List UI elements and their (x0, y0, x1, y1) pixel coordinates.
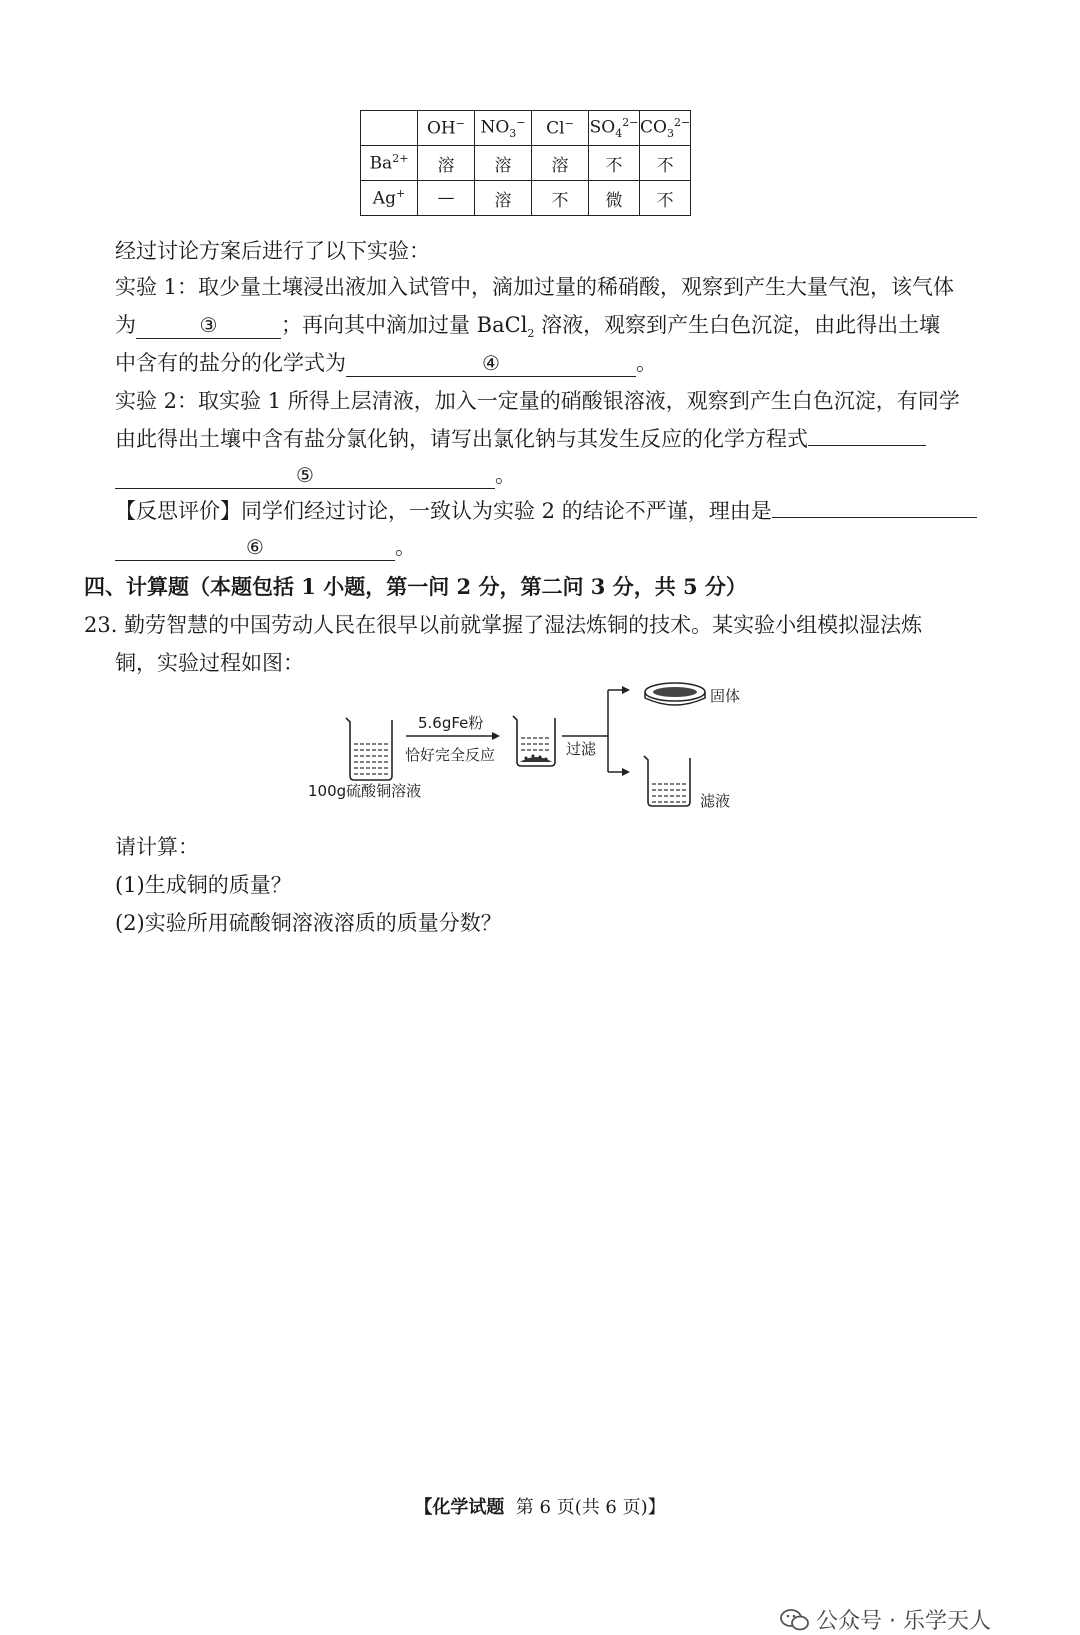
section-4-heading: 四、计算题（本题包括 1 小题，第一问 2 分，第二问 3 分，共 5 分） (84, 574, 747, 599)
table-col-header: $NO_3^-$ (475, 111, 532, 146)
intro-text: 经过讨论方案后进行了以下实验： (115, 239, 430, 263)
exp1-line3 (115, 348, 657, 378)
exp1-line2-end: 溶液，观察到产生白色沉淀，由此得出土壤 (534, 313, 941, 337)
table-col-header: Cl− (532, 111, 589, 146)
table-row-header: Ag+ (361, 181, 418, 216)
exp1-line1: 实验 1：取少量土壤浸出液加入试管中，滴加过量的稀硝酸，观察到产生大量气泡，该气体 (115, 275, 955, 299)
exp1-line2-post: ；再向其中滴加过量 BaCl (281, 313, 528, 337)
exp1-line3-pre: 中含有的盐分的化学式为 (115, 351, 346, 375)
table-cell: 溶 (475, 146, 532, 181)
watermark (780, 1604, 991, 1635)
question-23-line1: 23. 勤劳智慧的中国劳动人民在很早以前就掌握了湿法炼铜的技术。某实验小组模拟湿法炼 (84, 613, 923, 637)
table-cell: 不 (532, 181, 589, 216)
answer-blank-6-start[interactable] (772, 517, 977, 518)
question-23-line2: 铜，实验过程如图： (115, 651, 304, 675)
answer-blank-6[interactable]: ⑥ (115, 534, 395, 561)
table-cell: 微 (589, 181, 640, 216)
table-col-header: $SO_4^{2-}$ (589, 111, 640, 146)
wechat-icon (780, 1608, 810, 1632)
table-row-header: $Ba^{2+}$ (361, 146, 418, 181)
filter-arrow (562, 686, 630, 776)
filtrate-label: 滤液 (700, 792, 731, 810)
table-col-header: $CO_3^{2-}$ (640, 111, 691, 146)
filter-label: 过滤 (566, 740, 597, 758)
table-cell: 不 (640, 146, 691, 181)
answer-blank-5-start[interactable] (808, 445, 926, 446)
exp2-line3-end: 。 (495, 463, 516, 487)
beaker-after-reaction (513, 716, 555, 766)
table-cell: — (418, 181, 475, 216)
sub-question-1: (1)生成铜的质量？ (115, 873, 292, 897)
beaker-1-label: 100g硫酸铜溶液 (308, 782, 422, 800)
exp2-line2-text: 由此得出土壤中含有盐分氯化钠，请写出氯化钠与其发生反应的化学方程式 (115, 427, 808, 451)
exp1-line2 (115, 310, 940, 349)
exp2-line1: 实验 2：取实验 1 所得上层清液，加入一定量的硝酸银溶液，观察到产生白色沉淀，有同学 (115, 389, 960, 413)
footer-page-number: 第 6 页(共 6 页)】 (515, 1497, 666, 1518)
sub-question-2: (2)实验所用硫酸铜溶液溶质的质量分数？ (115, 911, 502, 935)
table-header-row (361, 111, 691, 146)
page-footer (0, 1493, 1080, 1519)
solid-dish (645, 683, 705, 705)
table-cell: 溶 (475, 181, 532, 216)
answer-blank-4[interactable]: ④ (346, 350, 636, 377)
watermark-text: 公众号 · 乐学天人 (816, 1609, 991, 1634)
solubility-table (360, 110, 691, 216)
arrow-bottom-label: 恰好完全反应 (405, 746, 496, 764)
please-calculate: 请计算： (115, 835, 199, 859)
reaction-arrow (406, 732, 500, 740)
table-col-header: OH− (418, 111, 475, 146)
beaker-copper-sulfate (346, 718, 392, 780)
reflect-text: 【反思评价】同学们经过讨论，一致认为实验 2 的结论不严谨，理由是 (115, 499, 772, 523)
table-corner-cell (361, 111, 418, 146)
exp2-line3 (115, 460, 516, 490)
footer-subject: 【化学试题 (414, 1497, 505, 1518)
table-row (361, 146, 691, 181)
arrow-top-label: 5.6gFe粉 (418, 714, 484, 732)
answer-blank-5[interactable]: ⑤ (115, 462, 495, 489)
answer-blank-3[interactable]: ③ (136, 312, 281, 339)
reflect-line2-end: 。 (395, 535, 416, 559)
beaker-filtrate (644, 756, 690, 806)
exp1-line3-end: 。 (636, 351, 657, 375)
exp2-line2 (115, 424, 926, 454)
table-cell: 不 (589, 146, 640, 181)
reflect-line2 (115, 532, 416, 562)
solid-label: 固体 (710, 687, 741, 705)
table-cell: 不 (640, 181, 691, 216)
reflect-line1 (115, 496, 977, 526)
table-cell: 溶 (418, 146, 475, 181)
bacl-subscript: 2 (527, 327, 535, 341)
table-cell: 溶 (532, 146, 589, 181)
table-row (361, 181, 691, 216)
exp1-line2-pre: 为 (115, 313, 136, 337)
